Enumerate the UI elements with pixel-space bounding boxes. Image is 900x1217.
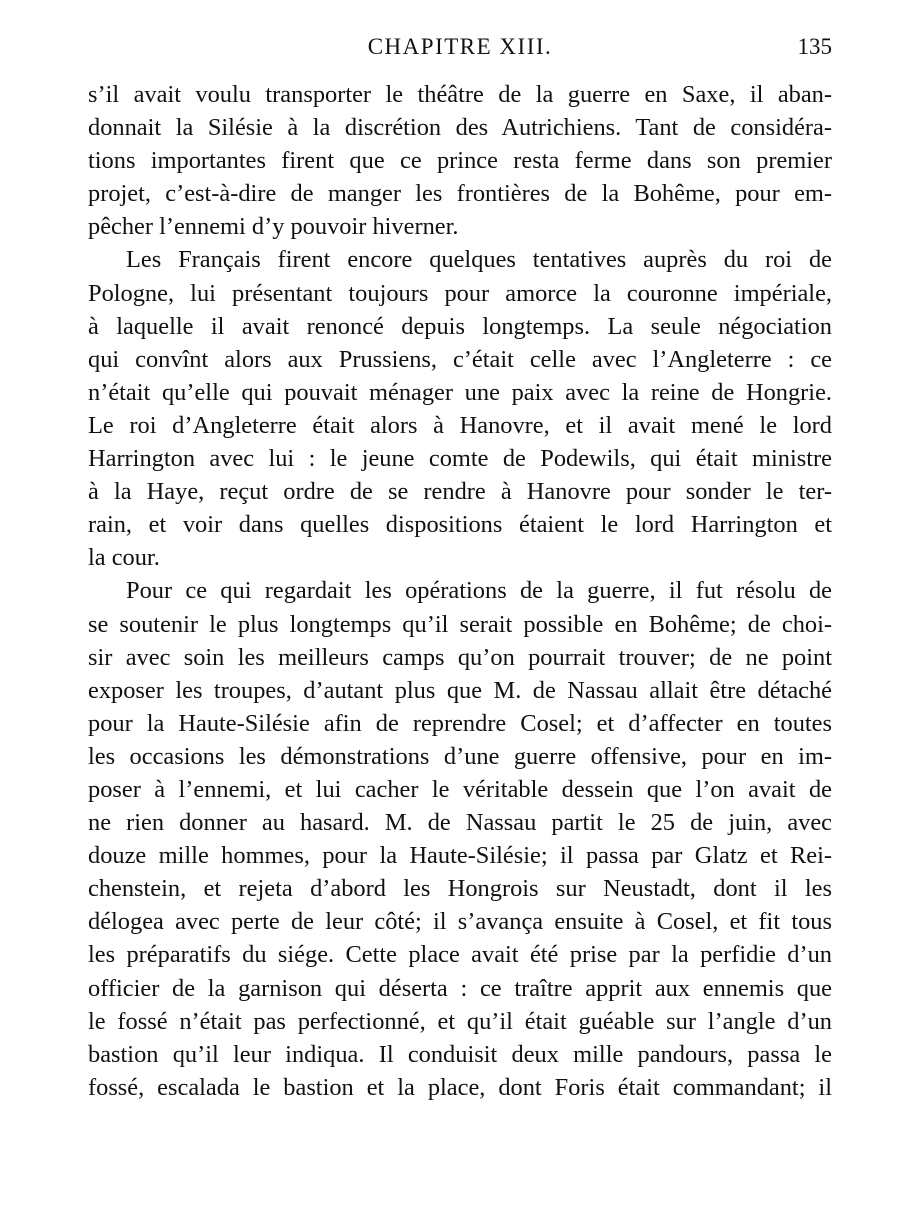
text-line: exposer les troupes, d’autant plus que M. de Nassau allait être détaché	[88, 676, 832, 704]
text-line: Le roi d’Angleterre était alors à Hanovre, et il avait mené le lord	[88, 411, 832, 439]
text-line: se soutenir le plus longtemps qu’il serait possible en Bohême; de choi-	[88, 610, 832, 638]
text-line: pêcher l’ennemi d’y pouvoir hiverner.	[88, 213, 459, 241]
paragraph	[88, 574, 832, 1104]
text-line: le fossé n’était pas perfectionné, et qu’il était guéable sur l’angle d’un	[88, 1007, 832, 1035]
text-line: ne rien donner au hasard. M. de Nassau partit le 25 de juin, avec	[88, 809, 832, 837]
text-line: tions importantes firent que ce prince resta ferme dans son premier	[88, 147, 832, 175]
paragraph	[88, 78, 832, 243]
text-line: à laquelle il avait renoncé depuis longtemps. La seule négociation	[88, 312, 832, 340]
text-line: pour la Haute-Silésie afin de reprendre Cosel; et d’affecter en toutes	[88, 709, 832, 737]
text-line: n’était qu’elle qui pouvait ménager une paix avec la reine de Hongrie.	[88, 378, 832, 406]
text-line: poser à l’ennemi, et lui cacher le véritable dessein que l’on avait de	[88, 775, 832, 803]
text-line: donnait la Silésie à la discrétion des Autrichiens. Tant de considéra-	[88, 114, 832, 142]
text-line: la cour.	[88, 544, 160, 572]
text-line: sir avec soin les meilleurs camps qu’on pourrait trouver; de ne point	[88, 643, 832, 671]
text-line: officier de la garnison qui déserta : ce traître apprit aux ennemis que	[88, 974, 832, 1002]
page-number: 135	[797, 34, 832, 59]
text-line: les préparatifs du siége. Cette place avait été prise par la perfidie d’un	[88, 941, 832, 969]
text-line: chenstein, et rejeta d’abord les Hongrois sur Neustadt, dont il les	[88, 875, 832, 903]
text-line: Les Français firent encore quelques tentatives auprès du roi de	[126, 246, 832, 274]
text-line: Pologne, lui présentant toujours pour amorce la couronne impériale,	[88, 279, 832, 307]
text-line: les occasions les démonstrations d’une guerre offensive, pour en im-	[88, 742, 832, 770]
paragraph	[88, 243, 832, 574]
text-line: à la Haye, reçut ordre de se rendre à Hanovre pour sonder le ter-	[88, 478, 832, 506]
text-line: Harrington avec lui : le jeune comte de Podewils, qui était ministre	[88, 445, 832, 473]
text-line: projet, c’est-à-dire de manger les frontières de la Bohême, pour em-	[88, 180, 832, 208]
text-line: bastion qu’il leur indiqua. Il conduisit deux mille pandours, passa le	[88, 1040, 832, 1068]
text-line: fossé, escalada le bastion et la place, dont Foris était commandant; il	[88, 1073, 832, 1101]
text-line: qui convînt alors aux Prussiens, c’était celle avec l’Angleterre : ce	[88, 345, 832, 373]
text-line: s’il avait voulu transporter le théâtre de la guerre en Saxe, il aban-	[88, 81, 832, 108]
text-line: Pour ce qui regardait les opérations de la guerre, il fut résolu de	[126, 577, 832, 605]
page-header	[88, 30, 832, 70]
text-line: douze mille hommes, pour la Haute-Silésie; il passa par Glatz et Rei-	[88, 842, 832, 870]
running-title: CHAPITRE XIII.	[367, 34, 553, 59]
text-line: rain, et voir dans quelles dispositions étaient le lord Harrington et	[88, 511, 832, 539]
body-text	[88, 78, 832, 1104]
text-line: délogea avec perte de leur côté; il s’avança ensuite à Cosel, et fit tous	[88, 908, 832, 936]
